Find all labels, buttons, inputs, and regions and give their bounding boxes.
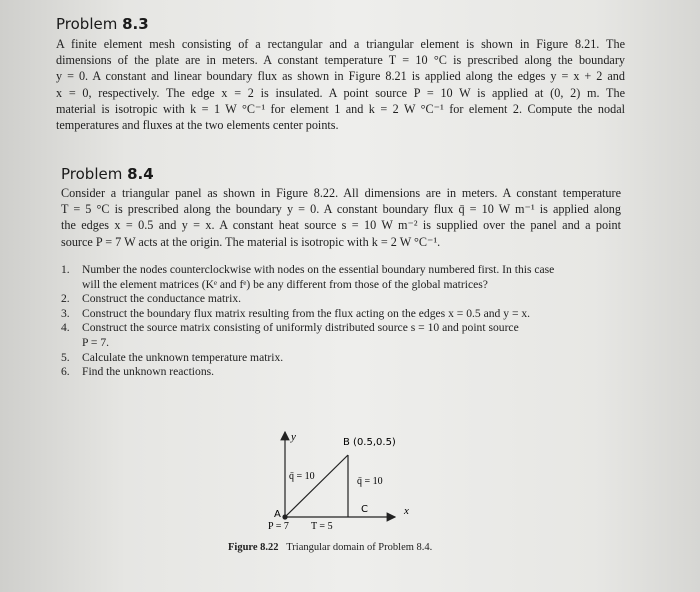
list-item-number: 4. bbox=[61, 321, 70, 335]
temperature-label: T = 5 bbox=[311, 521, 333, 532]
list-item-text: Find the unknown reactions. bbox=[82, 365, 215, 379]
list-item-number: 3. bbox=[61, 306, 70, 320]
y-axis-label: y bbox=[291, 431, 296, 443]
heading-word: Problem bbox=[56, 15, 118, 33]
heading-number: 8.4 bbox=[127, 165, 154, 183]
list-item-text: Number the nodes counterclockwise with nodes on the essential boundary numbered first. In this case bbox=[82, 263, 555, 276]
list-item-text: P = 7. bbox=[82, 335, 110, 349]
heading-number: 8.3 bbox=[122, 15, 149, 33]
caption-text: Triangular domain of Problem 8.4. bbox=[286, 542, 433, 553]
list-item-text: Construct the conductance matrix. bbox=[82, 292, 242, 306]
list-item-text: Construct the source matrix consisting of uniformly distributed source s = 10 and point source bbox=[82, 321, 519, 335]
list-item-number: 1. bbox=[61, 263, 70, 276]
flux-left-label: q̄ = 10 bbox=[289, 471, 315, 482]
node-b-label: B (0.5,0.5) bbox=[343, 437, 396, 448]
edge-hypotenuse bbox=[285, 455, 348, 517]
text-line: source P = 7 W acts at the origin. The material is isotropic with k = 2 W °C⁻¹. bbox=[61, 234, 441, 249]
list-item-number: 2. bbox=[61, 292, 70, 306]
heading-word: Problem bbox=[61, 165, 123, 183]
text-line: the edges x = 0.5 and y = x. A constant heat source s = 10 W m⁻² is supplied over the panel and a point bbox=[61, 218, 621, 233]
text-line: A finite element mesh consisting of a rectangular and a triangular element is shown in Figure 8.21. The bbox=[56, 37, 625, 51]
list-item-number: 6. bbox=[61, 365, 70, 379]
point-source-label: P = 7 bbox=[268, 521, 289, 532]
list-item-text: will the element matrices (Kᵉ and fᵉ) be any different from those of the global matrices? bbox=[82, 277, 488, 291]
node-a-point bbox=[282, 514, 287, 519]
text-line: temperatures and fluxes at the two elements center points. bbox=[56, 118, 339, 133]
list-item-text: Calculate the unknown temperature matrix. bbox=[82, 350, 284, 364]
text-line: x = 0, respectively. The edge x = 2 is insulated. A point source P = 10 W is applied at (0, 2) m. The bbox=[56, 85, 625, 100]
flux-right-label: q̄ = 10 bbox=[357, 476, 383, 487]
text-line: material is isotropic with k = 1 W °C⁻¹ for element 1 and k = 2 W °C⁻¹ for element 2. Compute the nodal bbox=[56, 101, 625, 116]
caption-label: Figure 8.22 bbox=[228, 542, 279, 553]
node-a-label: A bbox=[274, 509, 281, 520]
text-line: Consider a triangular panel as shown in Figure 8.22. All dimensions are in meters. A constant temperature bbox=[61, 186, 621, 200]
list-item-number: 5. bbox=[61, 350, 70, 364]
figure-caption bbox=[228, 542, 432, 553]
node-c-label: C bbox=[361, 504, 368, 515]
x-axis-label: x bbox=[404, 505, 409, 517]
list-item-text: Construct the boundary flux matrix resulting from the flux acting on the edges x = 0.5 and y = x. bbox=[82, 306, 531, 320]
text-line: y = 0. A constant and linear boundary flux as shown in Figure 8.21 is applied along the edges y = x + 2 and bbox=[56, 69, 625, 84]
text-line: dimensions of the plate are in meters. A constant temperature T = 10 °C is prescribed along the boundary bbox=[56, 53, 625, 68]
text-line: T = 5 °C is prescribed along the boundary y = 0. A constant boundary flux q̄ = 10 W m⁻¹ is applied along bbox=[61, 202, 621, 217]
